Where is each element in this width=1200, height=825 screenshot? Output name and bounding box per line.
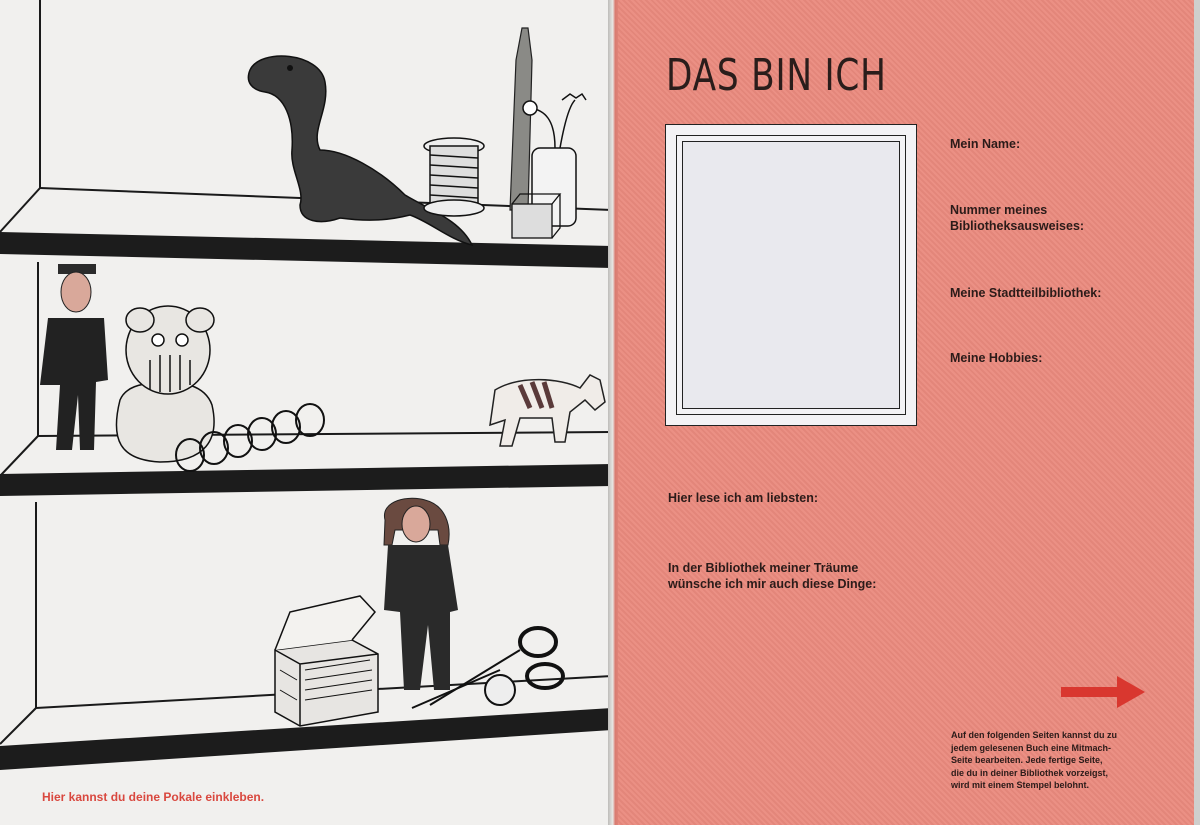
drawn-bear-figure xyxy=(116,306,214,462)
page-title: DAS BIN ICH xyxy=(666,50,887,101)
dream-library-label: In der Bibliothek meiner Träume wünsche ich mir auch diese Dinge: xyxy=(668,561,877,591)
thread-spool-icon xyxy=(424,138,484,216)
hobbies-label: Meine Hobbies: xyxy=(950,351,1043,365)
pencil-icon xyxy=(510,28,532,210)
photo-area xyxy=(682,141,900,409)
paper-girl-figure xyxy=(384,498,458,690)
library-card-number-label: Nummer meines Bibliotheksausweises: xyxy=(950,203,1085,233)
name-field-label: Mein Name: xyxy=(950,137,1021,151)
arrow-right-icon xyxy=(1059,672,1149,712)
photo-frame-border xyxy=(676,135,906,415)
toy-horse-figure xyxy=(490,375,605,446)
favorite-reading-place-label: Hier lese ich am liebsten: xyxy=(668,491,819,505)
district-library-label: Meine Stadtteilbibliothek: xyxy=(950,286,1102,300)
instruction-note: Auf den folgenden Seiten kannst du zu jedem gelesenen Buch eine Mitmach- Seite bearbeiten. Jede fertige Seite, die du in deiner Bibliothek vorzeigst, wird mit einem Stempel belohnt. xyxy=(951,730,1118,790)
paper-man-figure xyxy=(40,264,108,450)
photo-frame[interactable] xyxy=(665,124,917,426)
drawn-box-icon xyxy=(275,596,378,726)
right-page-profile xyxy=(618,0,1194,825)
left-page-caption: Hier kannst du deine Pokale einkleben. xyxy=(42,790,265,804)
